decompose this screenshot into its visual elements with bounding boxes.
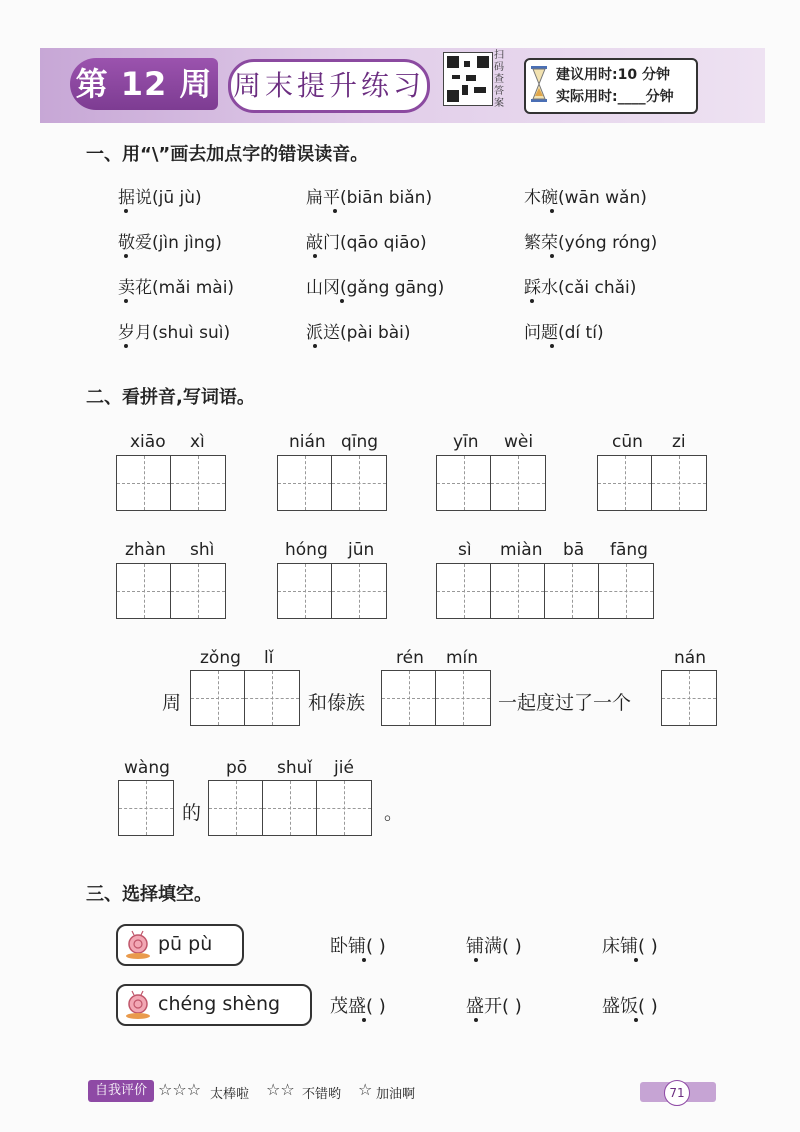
pinyin: xiāo [130,432,166,452]
choice-item: 茂盛( ) [330,996,386,1017]
pinyin: nán [674,648,706,668]
rating-label: 不错哟 [302,1087,342,1102]
sentence-text: 的 [182,802,202,824]
item-4: 敬爱(jìn jìng) [118,233,222,253]
item-2: 扁平(biān biǎn) [306,188,433,208]
writing-grid[interactable] [116,563,226,619]
option-pill [116,984,312,1026]
emphasis-dot [550,209,554,213]
section-3-title: 三、选择填空。 [86,884,212,905]
page-number: 71 [664,1080,690,1106]
writing-grid[interactable] [597,455,707,511]
emphasis-dot [550,344,554,348]
sentence-text: 和傣族 [308,692,366,714]
pinyin: shì [190,540,215,560]
star-icon[interactable]: ☆☆☆ [158,1080,202,1099]
rating-label: 太棒啦 [210,1087,250,1102]
item-6: 繁荣(yóng róng) [524,233,658,253]
emphasis-dot [474,1018,478,1022]
emphasis-dot [634,1018,638,1022]
option-pill [116,924,244,966]
pinyin: fāng [610,540,648,560]
pinyin: jūn [348,540,375,560]
scan-label: 扫码查答案 [494,50,504,109]
hourglass-icon [530,66,548,102]
item-7: 卖花(mǎi mài) [118,278,235,298]
writing-grid[interactable] [208,780,372,836]
pinyin: bā [563,540,585,560]
writing-grid[interactable] [436,455,546,511]
choice-item: 床铺( ) [602,936,658,957]
pinyin: nián [289,432,326,452]
choice-item: 铺满( ) [466,936,522,957]
pinyin: mín [446,648,479,668]
emphasis-dot [124,344,128,348]
choice-item: 卧铺( ) [330,936,386,957]
emphasis-dot [362,1018,366,1022]
section-2-title: 二、看拼音,写词语。 [86,387,255,408]
emphasis-dot [634,958,638,962]
writing-grid[interactable] [661,670,717,726]
emphasis-dot [474,958,478,962]
week-badge: 第 12 周 [70,58,218,110]
emphasis-dot [124,299,128,303]
star-icon[interactable]: ☆ [358,1080,373,1099]
item-11: 派送(pài bài) [306,323,411,343]
emphasis-dot [333,209,337,213]
item-8: 山冈(gǎng gāng) [306,278,445,298]
item-1: 据说(jū jù) [118,188,202,208]
pinyin: sì [458,540,472,560]
item-5: 敲门(qāo qiāo) [306,233,427,253]
section-1-title: 一、用“\”画去加点字的错误读音。 [86,144,369,165]
writing-grid[interactable] [190,670,300,726]
pinyin: hóng [285,540,328,560]
pinyin: yīn [453,432,479,452]
pinyin: cūn [612,432,643,452]
option-pinyin: chéng shèng [158,993,281,1015]
suggested-time: 建议用时:10 分钟 [556,67,670,83]
pinyin: zhàn [125,540,166,560]
emphasis-dot [530,299,534,303]
star-icon[interactable]: ☆☆ [266,1080,295,1099]
writing-grid[interactable] [381,670,491,726]
emphasis-dot [124,254,128,258]
pinyin: wàng [124,758,170,778]
snail-icon [124,930,152,960]
item-10: 岁月(shuì suì) [118,323,231,343]
page-title: 周末提升练习 [228,59,430,113]
pinyin: qīng [341,432,379,452]
item-9: 踩水(cǎi chǎi) [524,278,637,298]
pinyin: zǒng [200,648,241,668]
pinyin: miàn [500,540,543,560]
rating-label: 加油啊 [376,1087,416,1102]
snail-icon [124,990,152,1020]
emphasis-dot [340,299,344,303]
item-3: 木碗(wān wǎn) [524,188,647,208]
pinyin: pō [226,758,248,778]
writing-grid[interactable] [277,455,387,511]
emphasis-dot [313,344,317,348]
pinyin: wèi [504,432,534,452]
emphasis-dot [313,254,317,258]
emphasis-dot [362,958,366,962]
self-evaluation-tag: 自我评价 [88,1080,154,1102]
pinyin: jié [334,758,354,778]
writing-grid[interactable] [277,563,387,619]
pinyin: rén [396,648,424,668]
choice-item: 盛饭( ) [602,996,658,1017]
sentence-text: 周 [162,692,182,714]
pinyin: zi [672,432,686,452]
pinyin: lǐ [264,648,274,668]
choice-item: 盛开( ) [466,996,522,1017]
item-12: 问题(dí tí) [524,323,604,343]
pinyin: shuǐ [277,758,313,778]
actual-time: 实际用时:____分钟 [556,89,674,105]
sentence-text: 。 [384,802,404,824]
emphasis-dot [124,209,128,213]
emphasis-dot [550,254,554,258]
qr-code-icon[interactable] [443,52,493,106]
sentence-text: 一起度过了一个 [498,692,632,714]
option-pinyin: pū pù [158,933,213,955]
pinyin: xì [190,432,205,452]
writing-grid[interactable] [118,780,174,836]
writing-grid[interactable] [116,455,226,511]
writing-grid[interactable] [436,563,654,619]
